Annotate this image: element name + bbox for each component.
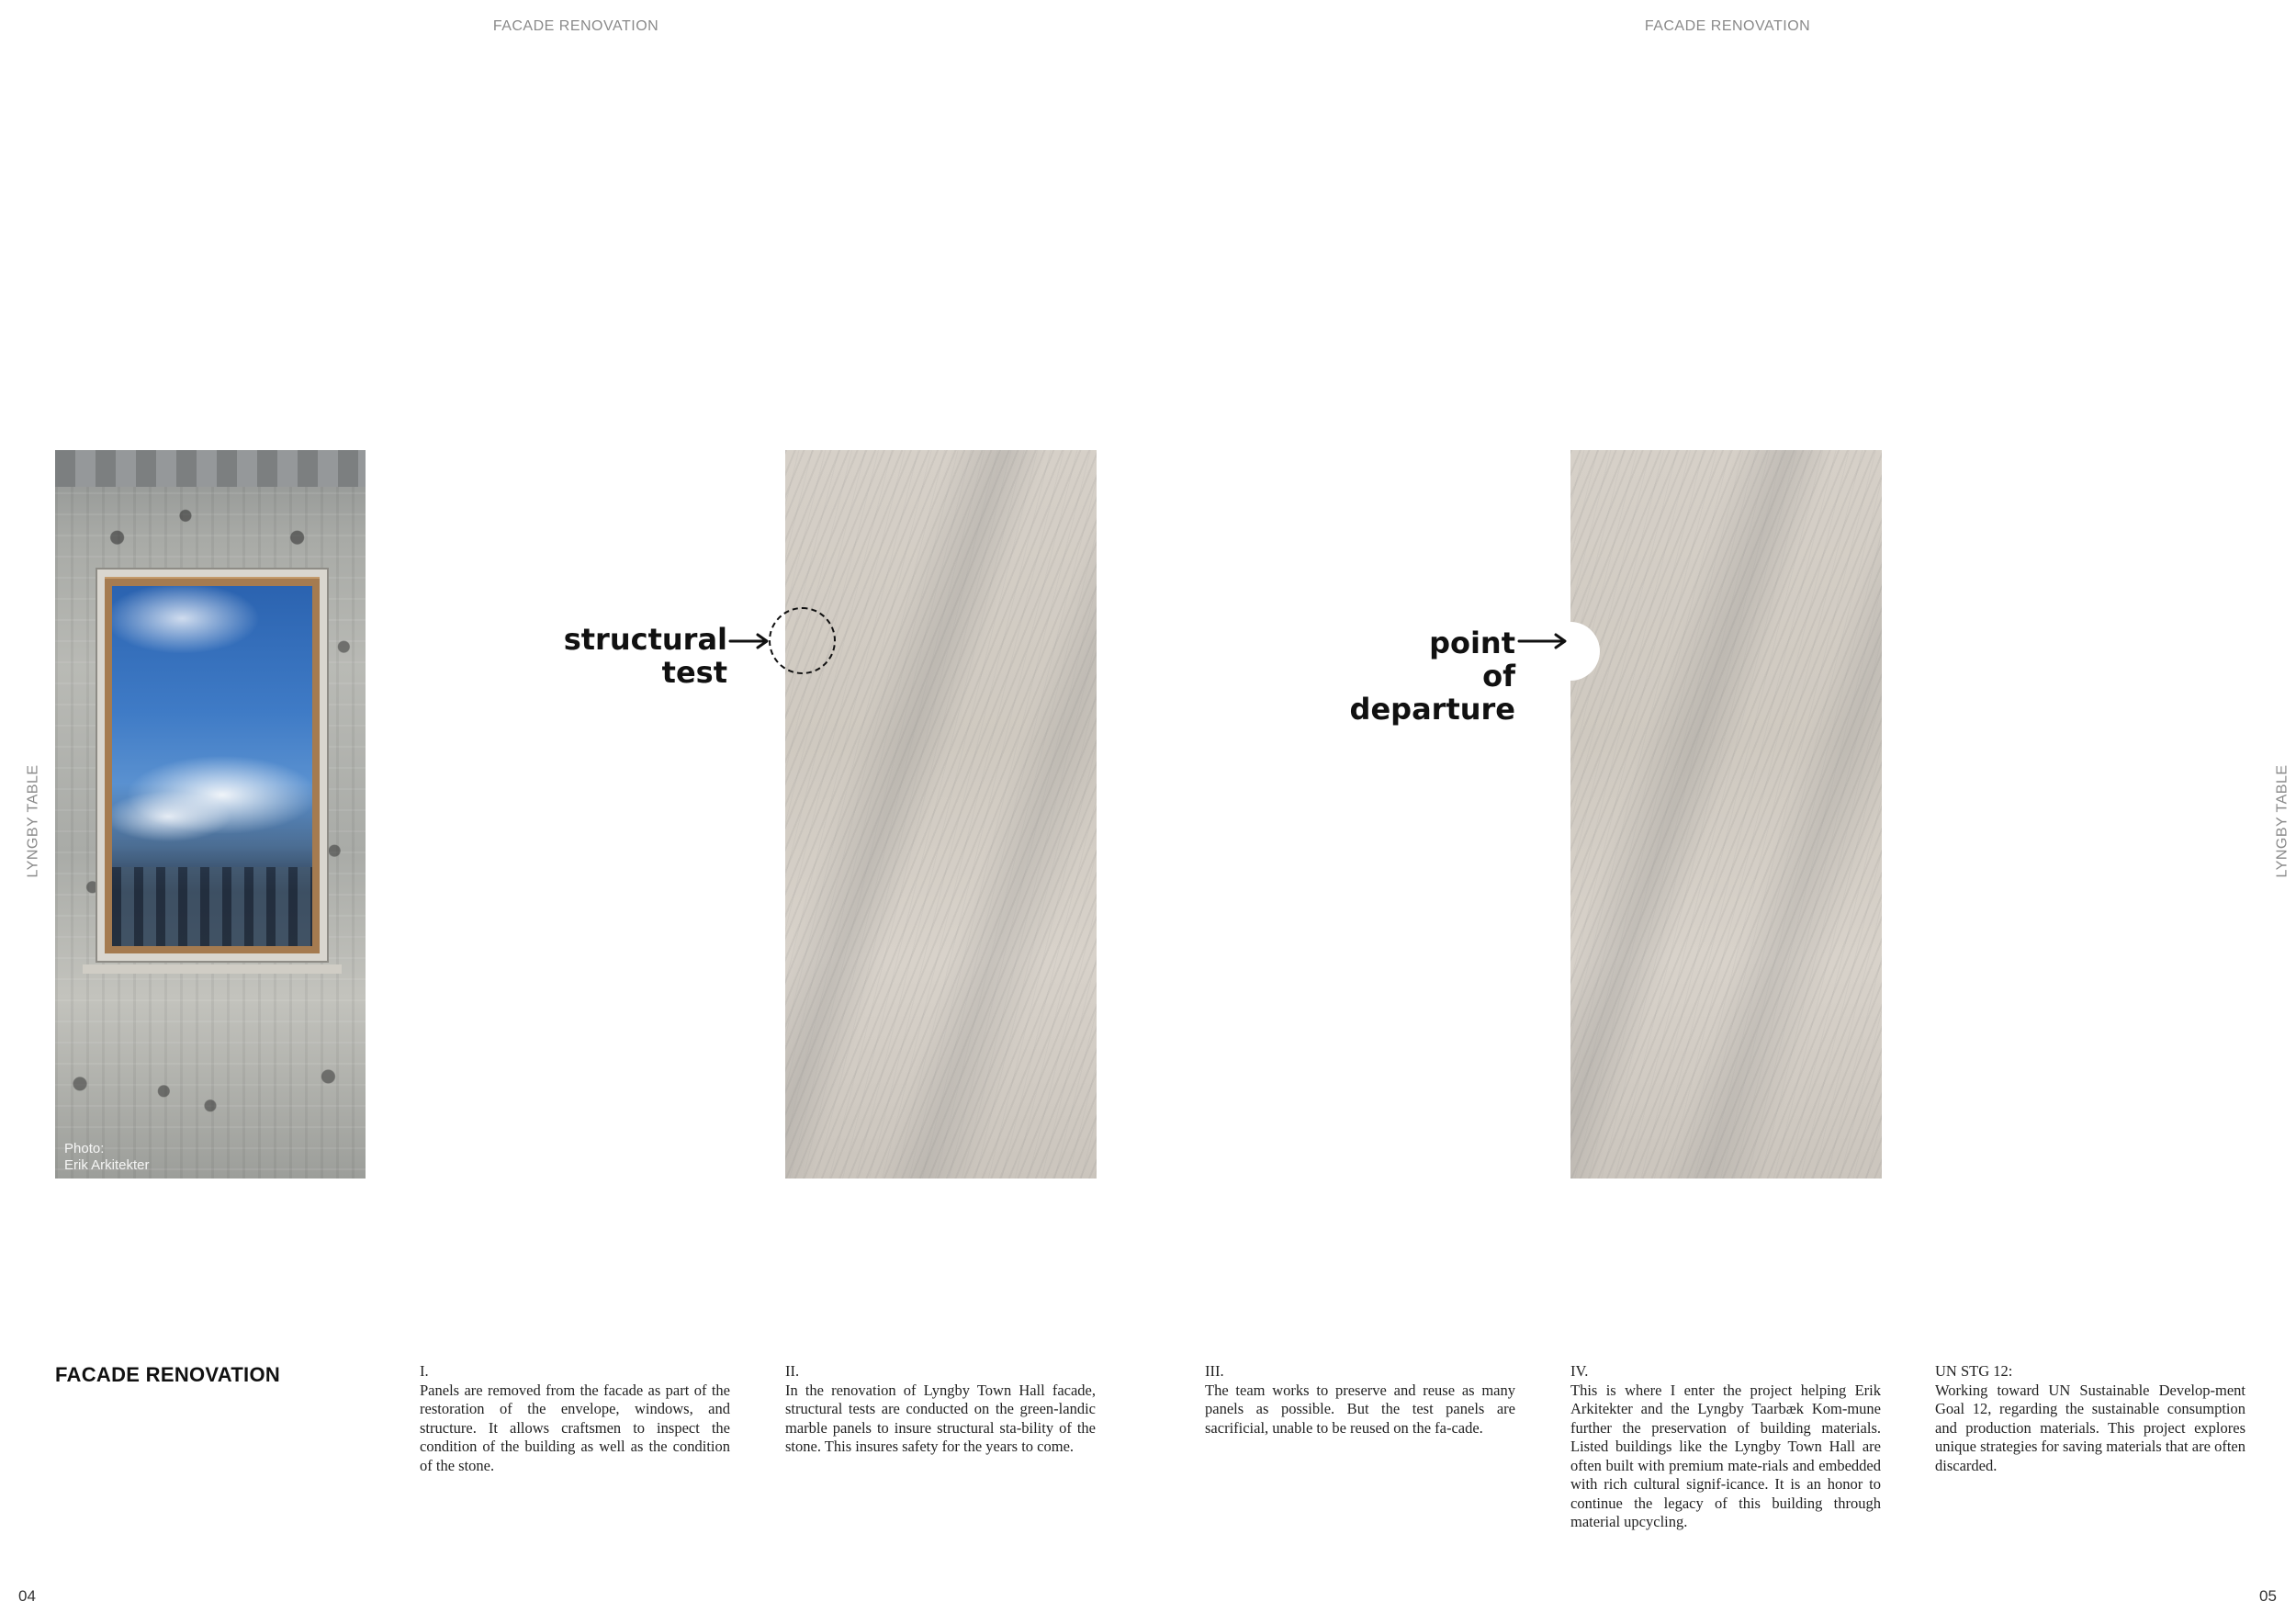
text-column-4 <box>1570 1362 1881 1532</box>
page-number-left: 04 <box>18 1587 36 1605</box>
window-sky-reflection <box>112 586 312 946</box>
column-5-body: Working toward UN Sustainable Develop-ment Goal 12, regarding the sustainable consumption and production materials. This project explores unique strategies for saving materials that are often discarded. <box>1935 1381 2245 1474</box>
column-3-numeral: III. <box>1205 1362 1224 1380</box>
column-2-body: In the renovation of Lyngby Town Hall facade, structural tests are conducted on the green-landic marble panels to insure structural sta-bility of the stone. This insures safety for the years to come. <box>785 1381 1096 1455</box>
column-1-body: Panels are removed from the facade as part of the restoration of the envelope, windows, and structure. It allows craftsmen to inspect the condition of the building as well as the condition of the stone. <box>420 1381 730 1474</box>
column-5-numeral: UN STG 12: <box>1935 1362 2013 1380</box>
column-1-numeral: I. <box>420 1362 429 1380</box>
section-heading: FACADE RENOVATION <box>55 1363 281 1386</box>
annotation-of-word: of <box>1482 659 1515 694</box>
side-label-right: LYNGBY TABLE <box>2274 764 2290 878</box>
panel-notch <box>1570 622 1600 681</box>
column-3-body: The team works to preserve and reuse as many panels as possible. But the test panels are sacrificial, unable to be reused on the fa-cade. <box>1205 1381 1515 1437</box>
text-column-3 <box>1205 1362 1515 1438</box>
facade-top-band <box>55 450 366 487</box>
window-wood-frame <box>105 577 320 953</box>
side-label-left: LYNGBY TABLE <box>25 764 41 878</box>
column-4-body: This is where I enter the project helping Erik Arkitekter and the Lyngby Taarbæk Kom-mune further the preservation of building materials. Listed buildings like the Lyngby Town Hall are often built with premium mate-rials and embedded with rich cultural signif-icance. It is an honor to continue the legacy of this building through material upcycling. <box>1570 1381 1881 1530</box>
annotation-point-word: point <box>1429 626 1515 660</box>
photo-credit-name: Erik Arkitekter <box>64 1157 150 1173</box>
text-column-1 <box>420 1362 730 1475</box>
structural-test-dashed-circle <box>769 607 836 674</box>
marble-panel-point-of-departure <box>1570 450 1882 1179</box>
column-4-numeral: IV. <box>1570 1362 1589 1380</box>
annotation-structural-word: structural <box>563 622 727 657</box>
column-2-numeral: II. <box>785 1362 800 1380</box>
window-sill <box>83 964 342 974</box>
running-head-right: FACADE RENOVATION <box>1644 18 1811 34</box>
structural-test-annotation <box>514 623 727 689</box>
annotation-departure-word: departure <box>1349 692 1515 727</box>
annotation-test-word: test <box>661 655 727 690</box>
photo-credit-label: Photo: <box>64 1141 105 1156</box>
running-head-left: FACADE RENOVATION <box>492 18 659 34</box>
facade-window-photo <box>55 450 366 1179</box>
text-column-2 <box>785 1362 1096 1457</box>
marble-panel-structural-test <box>785 450 1097 1179</box>
page-number-right: 05 <box>2259 1587 2277 1605</box>
point-of-departure-annotation <box>1267 626 1515 726</box>
text-column-5 <box>1935 1362 2245 1475</box>
window-frame <box>96 568 329 963</box>
structural-arrow-icon <box>728 630 772 652</box>
photo-credit <box>64 1141 150 1174</box>
departure-arrow-icon <box>1517 630 1570 652</box>
reflected-rooflines <box>112 867 312 946</box>
